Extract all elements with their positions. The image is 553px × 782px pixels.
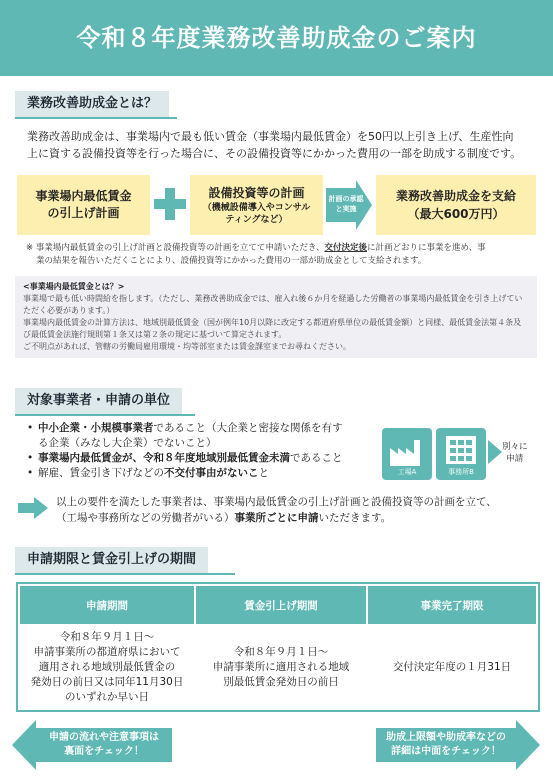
note-line2: 業の結果を報告いただくことにより、設備投資等にかかった費用の一部が助成金として支給されます。 bbox=[36, 256, 427, 266]
nav-forward-text[interactable] bbox=[378, 720, 514, 770]
definition-box bbox=[15, 276, 537, 358]
summary-line2-plain: （工場や事務所などの労働者がいる） bbox=[56, 512, 235, 524]
flow-box-wage-plan bbox=[17, 175, 150, 235]
cell-application-period bbox=[19, 625, 195, 709]
arrow-label-line1: 計画の承認 bbox=[328, 195, 364, 203]
note-part2: に計画どおりに事業を進め、事 bbox=[367, 243, 486, 253]
section-heading-about: 業務改善助成金とは？ bbox=[15, 91, 169, 117]
flow-box2-line3: ティングなど） bbox=[225, 214, 288, 225]
period-table bbox=[18, 584, 538, 710]
flow-box-grant-payment bbox=[376, 175, 536, 235]
page-title: 令和８年度業務改善助成金のご案内 bbox=[0, 0, 553, 76]
cell-line: 申請事業所の都道府県において bbox=[33, 645, 181, 658]
definition-line4: び最低賃金法施行規則第１条又は第２条の規定に基づいて算定されます。 bbox=[23, 330, 287, 339]
table-row bbox=[19, 625, 537, 709]
definition-line2: ただく必要があります。） bbox=[23, 306, 115, 315]
definition-line5: ご不明点があれば、管轄の労働局雇用環境・均等部室または賃金課室までお尋ねください。 bbox=[23, 342, 351, 351]
about-note bbox=[26, 242, 538, 268]
cell-line: のいずれか早い日 bbox=[65, 690, 149, 703]
separate-line2: 申請 bbox=[506, 454, 524, 464]
summary-line1: 以上の要件を満たした事業者は、事業場内最低賃金の引上げ計画と設備投資等の計画を立て、 bbox=[56, 496, 497, 508]
bullet-wage-bold: 事業場内最低賃金が、令和８年度地域別最低賃金未満 bbox=[38, 452, 290, 464]
office-label: 事務所B bbox=[448, 468, 474, 476]
approval-arrow-label bbox=[326, 194, 366, 214]
bullet-sme: • 中小企業・小規模事業者であること（大企業と密接な関係を有す る企業（みなし大企業）でないこと） bbox=[38, 421, 368, 451]
section-underline bbox=[15, 573, 235, 575]
about-body-line1: 業務改善助成金は、事業場内で最も低い賃金（事業場内最低賃金）を50円以上引き上げ、生産性向 bbox=[27, 130, 514, 143]
target-summary bbox=[56, 494, 538, 526]
flow-box3-line1: 業務改善助成金を支給 bbox=[395, 189, 516, 203]
nav-back-line1: 申請の流れや注意事項は bbox=[49, 732, 159, 743]
chevron-right-icon bbox=[488, 440, 502, 464]
nav-back-text[interactable] bbox=[40, 720, 168, 770]
cell-line: 令和８年９月１日～ bbox=[59, 630, 155, 643]
table-header-wage-period: 賃金引上げ期間 bbox=[195, 585, 367, 625]
bullet-sme-line2: る企業（みなし大企業）でないこと） bbox=[38, 437, 217, 449]
section-heading-target: 対象事業者・申請の単位 bbox=[15, 388, 182, 414]
cell-line: 発効日の前日又は同年11月30日 bbox=[30, 675, 184, 688]
table-header-application-period: 申請期間 bbox=[19, 585, 195, 625]
cell-wage-period bbox=[195, 625, 367, 709]
definition-line1: 事業場で最も低い時間給を指します。（ただし、業務改善助成金では、雇入れ後６か月を経過した労働者の事業場内最低賃金を引き上げてい bbox=[23, 294, 523, 303]
nav-forward-line1: 助成上限額や助成率などの bbox=[386, 732, 506, 743]
bullet-nd-end: と bbox=[258, 467, 269, 479]
arrow-right-icon bbox=[18, 497, 48, 519]
bullet-wage: • 事業場内最低賃金が、令和８年度地域別最低賃金未満であること bbox=[27, 452, 343, 464]
note-emphasis: 交付決定後 bbox=[324, 243, 368, 253]
factory-label: 工場A bbox=[397, 468, 417, 476]
flow-box-investment-plan bbox=[190, 175, 323, 235]
note-part1: 事業場内最低賃金の引上げ計画と設備投資等の計画を立てて申請いただき、 bbox=[35, 243, 325, 253]
definition-title: <事業場内最低賃金とは？> bbox=[23, 282, 125, 291]
flow-box1-line2: の引上げ計画 bbox=[47, 206, 120, 220]
cell-line: 令和８年９月１日～ bbox=[233, 645, 329, 658]
table-header-completion-deadline: 事業完了期限 bbox=[367, 585, 537, 625]
cell-line: 別最低賃金発効日の前日 bbox=[223, 675, 339, 688]
section-heading-period: 申請期限と賃金引上げの期間 bbox=[15, 547, 208, 573]
bullet-nd-plain: 解雇、賃金引き下げなどの bbox=[38, 467, 164, 479]
cell-completion-deadline: 交付決定年度の１月31日 bbox=[367, 625, 537, 709]
note-mark: ※ bbox=[26, 243, 34, 253]
flow-box3-line2: （最大600万円） bbox=[407, 207, 505, 221]
arrow-label-line2: と実施 bbox=[335, 205, 357, 213]
cell-line: 申請事業所に適用される地域 bbox=[212, 660, 350, 673]
bullet-nd-bold: 不交付事由がないこ bbox=[164, 467, 259, 479]
plus-icon bbox=[152, 186, 188, 222]
nav-forward-line2: 詳細は中面をチェック！ bbox=[391, 746, 501, 757]
bullet-no-disqualification: • 解雇、賃金引き下げなどの不交付事由がないこと bbox=[27, 467, 269, 479]
flow-box1-line1: 事業場内最低賃金 bbox=[35, 189, 132, 203]
cell-line: 適用される地域別最低賃金の bbox=[38, 660, 176, 673]
section-underline bbox=[15, 117, 177, 119]
separate-application-label bbox=[502, 441, 528, 465]
bullet-wage-rest: であること bbox=[290, 452, 343, 464]
section-underline bbox=[15, 414, 195, 416]
flow-box2-line2: （機械設備導入やコンサル bbox=[202, 202, 311, 213]
definition-line3: 事業場内最低賃金の計算方法は、地域別最低賃金（国が例年10月以降に改定する都道府県単位の最低賃金額）と同様、最低賃金法第４条及 bbox=[23, 318, 522, 327]
bullet-sme-rest: であること（大企業と密接な関係を有す bbox=[153, 422, 343, 434]
summary-line2-bold: 事業所ごとに申請 bbox=[234, 512, 319, 524]
about-body bbox=[27, 128, 537, 162]
separate-line1: 別々に bbox=[502, 442, 528, 452]
flow-box2-line1: 設備投資等の計画 bbox=[208, 185, 305, 200]
bullet-sme-bold: 中小企業・小規模事業者 bbox=[38, 422, 154, 434]
about-body-line2: 上に資する設備投資等を行った場合に、その設備投資等にかかった費用の一部を助成する制度です。 bbox=[27, 147, 522, 160]
summary-line2-end: いただきます。 bbox=[318, 512, 392, 524]
nav-back-line2: 裏面をチェック！ bbox=[64, 746, 144, 757]
